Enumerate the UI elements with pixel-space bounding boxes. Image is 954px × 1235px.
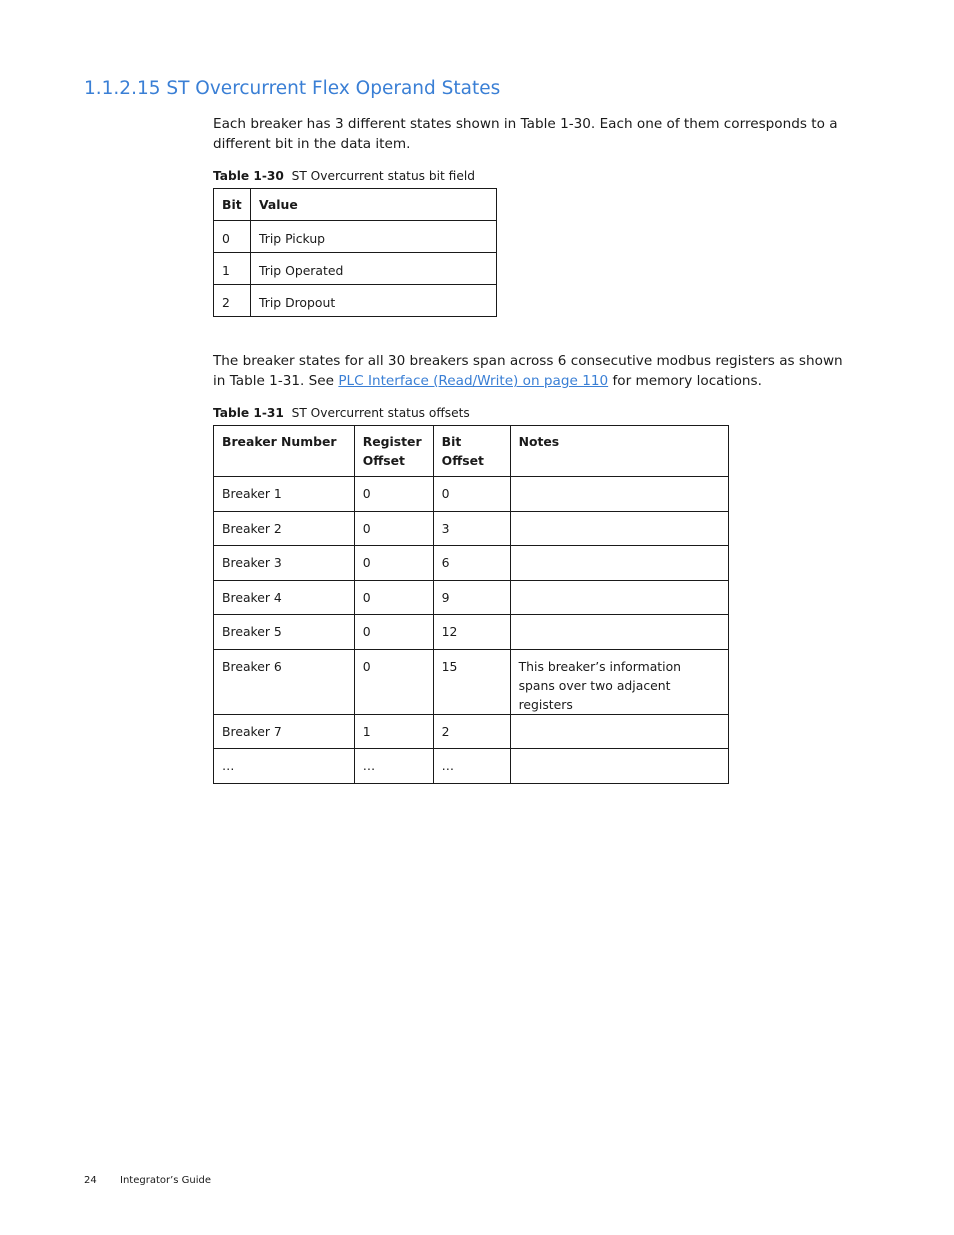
cell-register-offset: 1 (354, 714, 433, 749)
offsets-paragraph-tail: for memory locations. (608, 373, 762, 389)
table-row (214, 511, 729, 546)
cell-bit-offset: 9 (433, 580, 510, 615)
footer-doc-title: Integrator’s Guide (120, 1175, 212, 1186)
table-row (214, 221, 497, 253)
cell-notes (510, 615, 728, 650)
cell-breaker: Breaker 7 (214, 714, 355, 749)
offsets-paragraph-text: The breaker states for all 30 breakers span across 6 consecutive modbus registers as shown in Table 1-31. See (213, 353, 843, 389)
header-breaker-number: Breaker Number (214, 426, 355, 477)
table-1-31-caption (213, 406, 470, 420)
cell-notes (510, 749, 728, 784)
cell-bit-offset: 12 (433, 615, 510, 650)
cell-register-offset: 0 (354, 615, 433, 650)
table-row (214, 714, 729, 749)
cell-register-offset: 0 (354, 580, 433, 615)
cell-bit-offset: 6 (433, 546, 510, 581)
header-register-offset: Register Offset (354, 426, 433, 477)
table-1-30 (213, 188, 497, 317)
cell-bit-offset: 3 (433, 511, 510, 546)
table-row (214, 580, 729, 615)
footer-page-number: 24 (84, 1175, 97, 1186)
header-bit-offset: Bit Offset (433, 426, 510, 477)
cell-bit-offset: 2 (433, 714, 510, 749)
table-1-30-caption-label: Table 1-30 (213, 169, 284, 183)
table-header-row (214, 426, 729, 477)
cell-register-offset: 0 (354, 649, 433, 714)
header-bit: Bit (214, 189, 251, 221)
cell-notes (510, 546, 728, 581)
cell-bit-offset: 15 (433, 649, 510, 714)
cell-bit-offset: … (433, 749, 510, 784)
table-row (214, 615, 729, 650)
table-row (214, 649, 729, 714)
table-row (214, 749, 729, 784)
table-1-30-caption-text: ST Overcurrent status bit field (291, 169, 475, 183)
table-1-31 (213, 425, 729, 784)
cell-notes (510, 580, 728, 615)
header-value: Value (250, 189, 496, 221)
cell-register-offset: 0 (354, 477, 433, 512)
cell-notes (510, 511, 728, 546)
cell-bit-offset: 0 (433, 477, 510, 512)
cell-bit: 0 (214, 221, 251, 253)
cell-register-offset: … (354, 749, 433, 784)
cell-value: Trip Pickup (250, 221, 496, 253)
table-1-31-caption-text: ST Overcurrent status offsets (291, 406, 470, 420)
cell-breaker: Breaker 6 (214, 649, 355, 714)
section-heading: 1.1.2.15 ST Overcurrent Flex Operand States (84, 78, 501, 99)
table-row (214, 477, 729, 512)
cell-breaker: … (214, 749, 355, 784)
cell-register-offset: 0 (354, 546, 433, 581)
cell-register-offset: 0 (354, 511, 433, 546)
table-row (214, 546, 729, 581)
cell-breaker: Breaker 2 (214, 511, 355, 546)
offsets-paragraph (213, 351, 843, 391)
table-row (214, 285, 497, 317)
cell-value: Trip Dropout (250, 285, 496, 317)
table-row (214, 253, 497, 285)
cell-breaker: Breaker 3 (214, 546, 355, 581)
plc-interface-link[interactable]: PLC Interface (Read/Write) on page 110 (338, 373, 609, 389)
cell-bit: 1 (214, 253, 251, 285)
table-1-30-caption (213, 169, 475, 183)
table-1-31-caption-label: Table 1-31 (213, 406, 284, 420)
intro-paragraph: Each breaker has 3 different states shown in Table 1-30. Each one of them corresponds to a different bit in the data item. (213, 116, 838, 152)
cell-notes (510, 714, 728, 749)
header-notes: Notes (510, 426, 728, 477)
cell-breaker: Breaker 4 (214, 580, 355, 615)
cell-breaker: Breaker 5 (214, 615, 355, 650)
cell-breaker: Breaker 1 (214, 477, 355, 512)
cell-bit: 2 (214, 285, 251, 317)
cell-value: Trip Operated (250, 253, 496, 285)
cell-notes: This breaker’s information spans over two adjacent registers (510, 649, 728, 714)
cell-notes (510, 477, 728, 512)
table-header-row (214, 189, 497, 221)
